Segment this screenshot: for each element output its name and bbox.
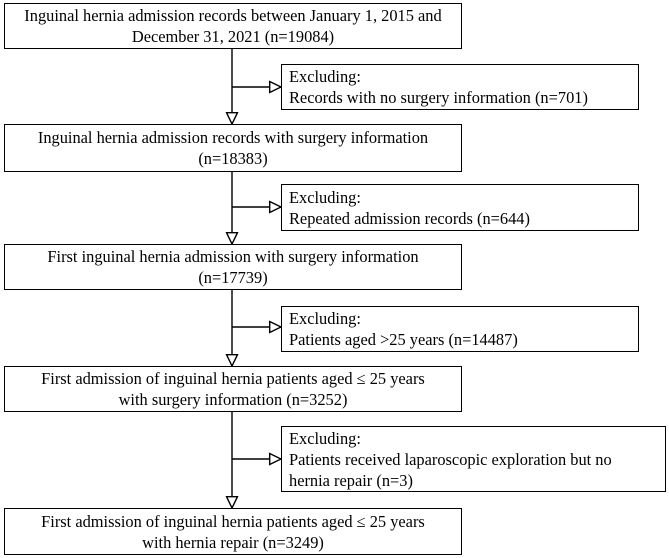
exclusion-text-line: Patients aged >25 years (n=14487) [289, 330, 518, 349]
exclusion-box-repeated-admission [281, 184, 639, 231]
exclusion-heading: Excluding: [289, 428, 361, 448]
step-box-hernia-repair [4, 508, 462, 555]
exclusion-box-laparoscopic-no-repair [281, 426, 666, 492]
exclusion-heading: Excluding: [289, 309, 361, 328]
step-text-line: with surgery information (n=3252) [118, 390, 348, 409]
step-box-aged-under-25 [4, 366, 462, 412]
exclusion-heading: Excluding: [289, 67, 361, 86]
step-text-line: First admission of inguinal hernia patients aged ≤ 25 years [41, 511, 425, 531]
step-text-line: (n=18383) [198, 149, 268, 168]
step-text-line: Inguinal hernia admission records between January 1, 2015 and [24, 6, 442, 25]
step-text-line: Inguinal hernia admission records with surgery information [37, 128, 429, 147]
exclusion-box-no-surgery-info [281, 64, 639, 110]
exclusion-text-line: Repeated admission records (n=644) [289, 208, 530, 228]
exclusion-box-aged-over-25 [281, 306, 639, 352]
exclusion-text-line: Records with no surgery information (n=701) [289, 88, 588, 107]
step-text-line: (n=17739) [198, 268, 268, 287]
step-text-line: December 31, 2021 (n=19084) [131, 27, 335, 46]
exclusion-text-line: Patients received laparoscopic exploration but no [289, 449, 612, 469]
step-text-line: First inguinal hernia admission with surgery information [47, 247, 419, 266]
step-box-all-records [4, 3, 462, 49]
step-text-line: with hernia repair (n=3249) [142, 532, 324, 552]
step-box-with-surgery-info [4, 124, 462, 172]
step-box-first-admission [4, 244, 462, 290]
exclusion-heading: Excluding: [289, 187, 361, 207]
step-text-line: First admission of inguinal hernia patients aged ≤ 25 years [41, 369, 425, 388]
exclusion-text-line: hernia repair (n=3) [289, 470, 413, 490]
